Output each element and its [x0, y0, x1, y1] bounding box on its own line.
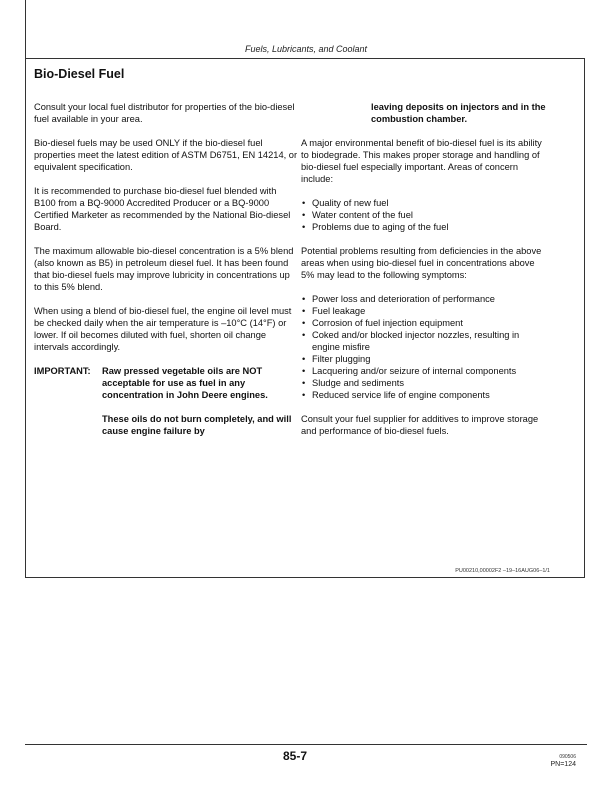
list-item: • Problems due to aging of the fuel — [301, 221, 549, 233]
list-item: • Coked and/or blocked injector nozzles, resulting in engine misfire — [301, 329, 549, 353]
important-text: Raw pressed vegetable oils are NOT acceptable for use as fuel in any concentration in John Deere engines. — [102, 366, 268, 400]
list-item: • Quality of new fuel — [301, 197, 549, 209]
important-label: IMPORTANT: — [34, 366, 91, 376]
page-number: 85-7 — [282, 749, 308, 763]
page-title: Bio-Diesel Fuel — [34, 67, 125, 81]
paragraph: Consult your local fuel distributor for properties of the bio-diesel fuel available in your area. — [34, 102, 295, 124]
paragraph: A major environmental benefit of bio-diesel fuel is its ability to biodegrade. This makes proper storage and handling of bio-diesel fuel especially important. Areas of concern include: — [301, 138, 542, 184]
footer-date-code: 090506 — [559, 754, 576, 760]
section-header: Fuels, Lubricants, and Coolant — [244, 44, 368, 54]
symptoms-list — [301, 293, 549, 401]
list-item: • Filter plugging — [301, 353, 549, 365]
important-notice — [34, 365, 299, 401]
page-index: PN=124 — [550, 761, 576, 768]
paragraph: Potential problems resulting from deficiencies in the above areas when using bio-diesel fuel in concentrations above 5% may lead to the following symptoms: — [301, 246, 542, 280]
list-item: • Lacquering and/or seizure of internal components — [301, 365, 549, 377]
list-item: • Water content of the fuel — [301, 209, 549, 221]
list-item: • Fuel leakage — [301, 305, 549, 317]
paragraph: It is recommended to purchase bio-diesel fuel blended with B100 from a BQ-9000 Accredited Producer or a BQ-9000 Certified Marketer as recommended by the National Bio-diesel Board. — [34, 186, 291, 232]
important-continuation-2: leaving deposits on injectors and in the combustion chamber. — [371, 102, 546, 124]
concerns-list — [301, 197, 549, 233]
document-reference: PU00210,00002F2 –19–16AUG06–1/1 — [455, 568, 550, 574]
paragraph: The maximum allowable bio-diesel concentration is a 5% blend (also known as B5) in petroleum diesel fuel. It has been found that bio-diesel fuels may improve lubricity in concentrations up to this 5% blend. — [34, 246, 294, 292]
right-column — [301, 101, 549, 449]
list-item: • Sludge and sediments — [301, 377, 549, 389]
left-column — [34, 101, 299, 449]
paragraph: When using a blend of bio-diesel fuel, the engine oil level must be checked daily when the air temperature is –10°C (14°F) or lower. If oil becomes diluted with fuel, shorten oil change intervals accordingly. — [34, 306, 292, 352]
footer-rule — [25, 744, 587, 745]
paragraph: Consult your fuel supplier for additives to improve storage and performance of bio-diesel fuels. — [301, 414, 539, 436]
important-continuation: These oils do not burn completely, and will cause engine failure by — [102, 414, 292, 436]
list-item: • Power loss and deterioration of performance — [301, 293, 549, 305]
paragraph: Bio-diesel fuels may be used ONLY if the bio-diesel fuel properties meet the latest edition of ASTM D6751, EN 14214, or equivalent specification. — [34, 138, 298, 172]
list-item: • Corrosion of fuel injection equipment — [301, 317, 549, 329]
list-item: • Reduced service life of engine components — [301, 389, 549, 401]
